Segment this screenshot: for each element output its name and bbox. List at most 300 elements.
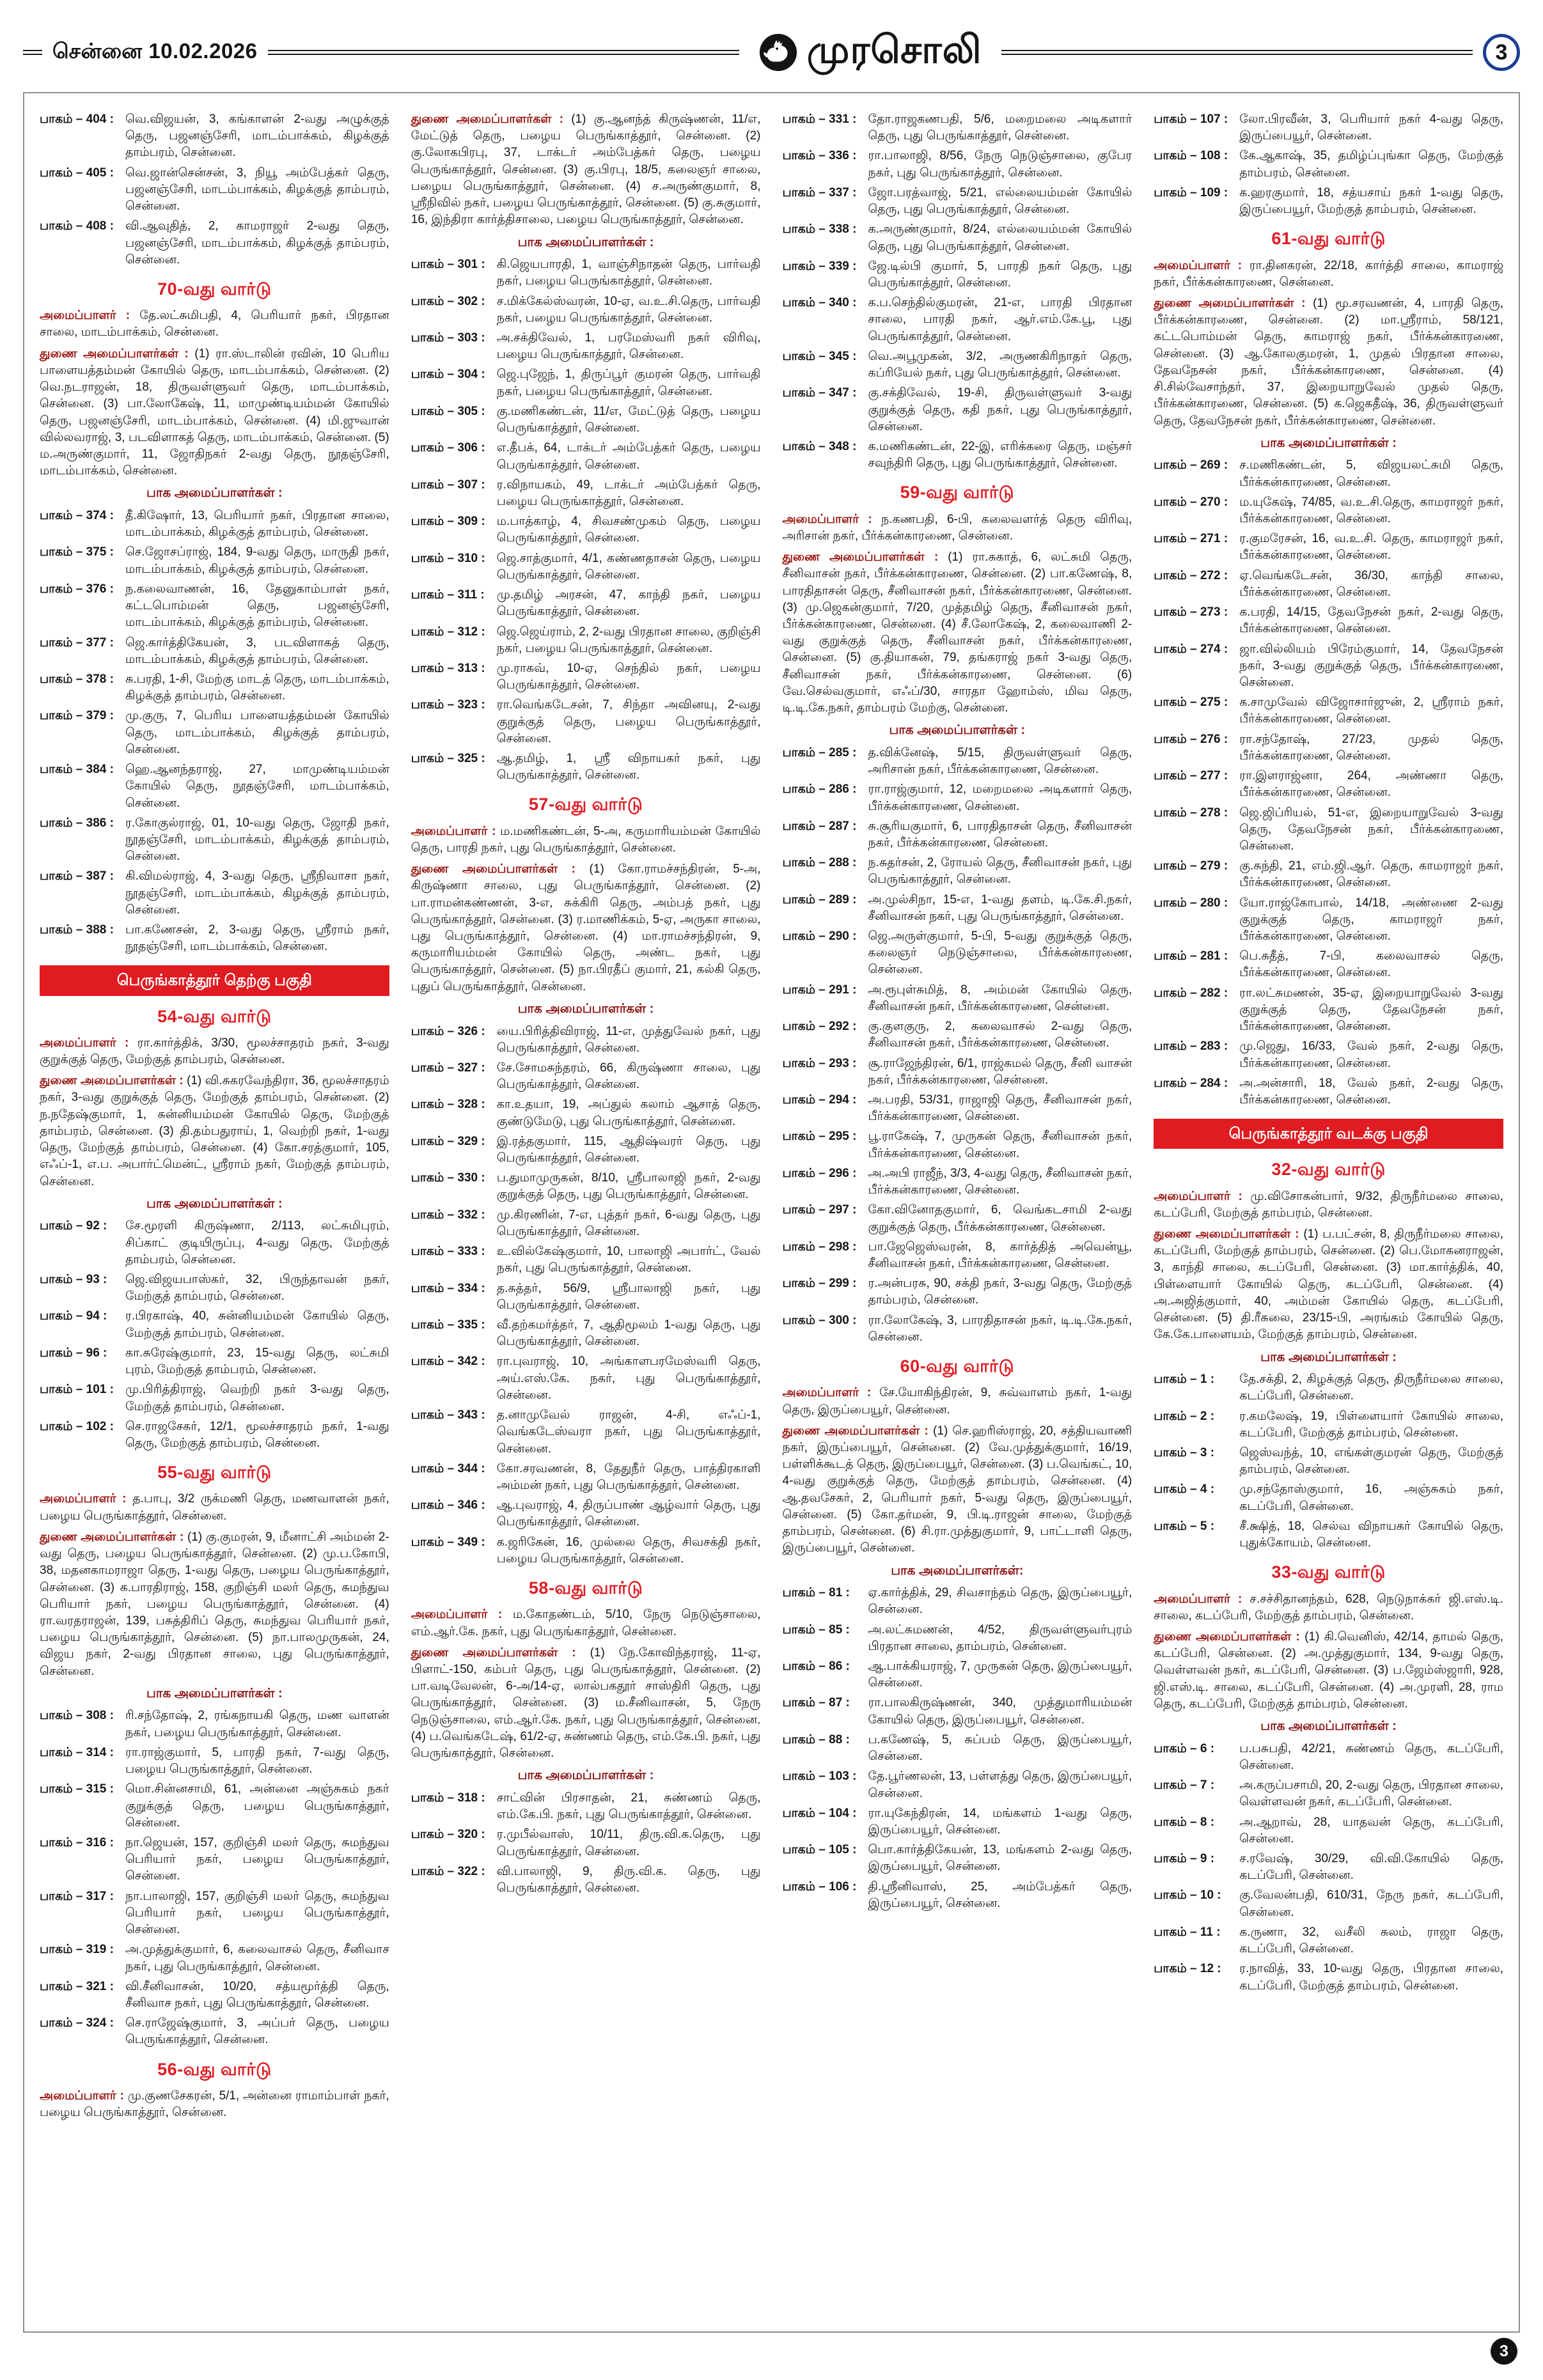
part-address-text: கு.சக்திவேல், 19-சி, திருவள்ளுவர் 3-வது குறுக்குத் தெரு, கதி நகர், புது பெருங்காத்தூர், சென்னை. [868, 386, 1132, 433]
part-entry [1154, 531, 1503, 564]
part-number-label: பாகம் – 273 : [1154, 605, 1228, 619]
part-entry [40, 1272, 389, 1305]
part-entry [411, 1790, 761, 1823]
role-label: துணை அமைப்பாளர்கள் : [411, 862, 590, 876]
part-entry [40, 1419, 389, 1452]
part-entry [411, 330, 761, 363]
role-paragraph: துணை அமைப்பாளர்கள் : (1) ரா.சுகாத், 6, லட்சுமி தெரு, சீனிவாசன் நகர், பீர்க்கன்காரணை, சென்னை. (2) பா.கணேஷ், 8, பாரதிதாசன் தெரு, சீனிவாசன் நகர், பீர்க்கன்காரணை, சென்னை. (3) மு.ஜெகன்குமார், 7/20, முத்தமிழ் தெரு, சீனிவாசன் நகர், பீர்க்கன்காரணை, சென்னை. (4) சீ.லோகேஷ், 2, கலைவாணி 2-வது குறுக்குத் தெரு, சீனிவாசன் நகர், பீர்க்கன்காரணை, சென்னை. (5) கு.தியாகன், 79, தங்கராஜ் நகர் 3-வது தெரு, சீனிவாசன் நகர், பீர்க்கன்காரணை, சென்னை. (6) வே.செல்வகுமார், எஃப்/30, சாரதா ஹோம்ஸ், மிவ தெரு, டி.டி.கே.நகர், தாம்பரம் மேற்கு, சென்னை. [782, 550, 1132, 715]
part-address-text: கோ.வினோதகுமார், 6, வெங்கடசாமி 2-வது குறுக்குத் தெரு, பீர்க்கன்காரணை, சென்னை. [868, 1203, 1132, 1234]
part-number-label: பாகம் – 318 : [411, 1791, 485, 1805]
part-entry [40, 111, 389, 162]
part-number-label: பாகம் – 346 : [411, 1498, 485, 1513]
role-label: அமைப்பாளர் : [40, 2088, 128, 2103]
part-entry [40, 218, 389, 268]
part-entry [40, 581, 389, 632]
part-number-label: பாகம் – 405 : [40, 166, 114, 180]
part-entry [411, 1826, 761, 1860]
role-label: துணை அமைப்பாளர்கள் : [40, 346, 195, 361]
part-number-label: பாகம் – 102 : [40, 1419, 114, 1433]
part-number-label: பாகம் – 298 : [782, 1240, 857, 1254]
part-address-text: ஜெ.ஜெய்ராம், 2, 2-வது பிரதான சாலை, குறிஞ்சி நகர், பழைய பெருங்காத்தூர், சென்னை. [496, 625, 761, 655]
part-entry [1154, 1741, 1503, 1774]
part-address-text: கு.சுந்தி, 21, எம்.ஜி.ஆர். தெரு, காமராஜர் நகர், பீர்க்கன்காரணை, சென்னை. [1239, 859, 1503, 890]
part-number-label: பாகம் – 404 : [40, 113, 114, 126]
part-number-label: பாகம் – 269 : [1154, 458, 1228, 472]
part-entry [1154, 768, 1503, 801]
section-label: பாக அமைப்பாளர்கள் : [1260, 1349, 1397, 1364]
part-entry [1154, 1518, 1503, 1552]
part-entry [40, 1979, 389, 2012]
part-entry [1154, 1961, 1503, 1994]
part-entry [783, 1202, 1132, 1235]
part-address-text: கா.சுரேஷ்குமார், 23, 15-வது தெரு, லட்சுமி புரம், மேற்குத் தாம்பரம், சென்னை. [125, 1346, 389, 1377]
part-address-text: ச.மணிகண்டன், 5, விஜயலட்சுமி தெரு, பீர்க்கன்காரணை, சென்னை. [1239, 458, 1503, 489]
part-entry [783, 1768, 1132, 1801]
role-label: துணை அமைப்பாளர்கள் : [411, 113, 572, 126]
part-address-text: செ.ஜோசப்ராஜ், 184, 9-வது தெரு, மாருதி நகர், மாடம்பாக்கம், கிழக்குத் தாம்பரம், சென்னை. [125, 545, 389, 576]
masthead [749, 27, 991, 77]
region-banner: பெருங்காத்தூர் தெற்கு பகுதி [40, 965, 389, 995]
part-address-text: சாட்வின் பிரசாதன், 21, சுண்ணம் தெரு, எம்.கே.பி. நகர், புது பெருங்காத்தூர், சென்னை. [496, 1791, 761, 1822]
part-number-label: பாகம் – 270 : [1154, 495, 1228, 509]
part-address-text: ஜெ.ஜிப்ரியல், 51-எ, இறையாறுவேல் 3-வது தெரு, தேவநேசன் நகர், பீர்க்கன்காரணை, சென்னை. [1239, 805, 1503, 853]
part-entry [40, 761, 389, 812]
part-address-text: தோ.ராஜகணபதி, 5/6, மறைமலை அடிகளார் தெரு, புது பெருங்காத்தூர், சென்னை. [868, 113, 1132, 143]
part-address-text: ரா.லட்சுமணன், 35-ஏ, இறையாறுவேல் 3-வது குறுக்குத் தெரு, தேவநேசன் நகர், பீர்க்கன்காரணை, சென்னை. [1239, 986, 1503, 1034]
part-number-label: பாகம் – 292 : [782, 1020, 857, 1034]
part-address-text: ரா.பாலாஜி, 8/56, நேரு நெடுஞ்சாலை, குபேர நகர், புது பெருங்காத்தூர், சென்னை. [868, 149, 1132, 180]
role-paragraph: அமைப்பாளர் : தே.லட்சுமிபதி, 4, பெரியார் நகர், பிரதான சாலை, மாடம்பாக்கம், சென்னை. [40, 309, 389, 339]
part-address-text: த.னாமுவேல் ராஜன், 4-சி, எஃப்-1, வெங்கடேஸ்வரா நகர், புது பெருங்காத்தூர், சென்னை. [496, 1408, 761, 1456]
ward-header: 33-வது வார்டு [1271, 1562, 1386, 1582]
part-entry [411, 477, 761, 510]
part-address-text: ஜா.வில்லியம் பிரேம்குமார், 14, தேவநேசன் நகர், 3-வது குறுக்குத் தெரு, பீர்க்கன்காரணை, சென்னை. [1239, 642, 1503, 689]
part-number-label: பாகம் – 299 : [782, 1277, 857, 1291]
part-number-label: பாகம் – 104 : [782, 1806, 857, 1820]
part-entry [411, 1407, 761, 1458]
part-number-label: பாகம் – 315 : [40, 1782, 114, 1796]
part-address-text: வி.பாலாஜி, 9, திரு.வி.க. தெரு, புது பெருங்காத்தூர், சென்னை. [496, 1864, 761, 1895]
part-address-text: அ.பரதி, 53/31, ராஜாஜி தெரு, சீனிவாசன் நகர், பீர்க்கன்காரணை, சென்னை. [868, 1093, 1132, 1124]
part-entry [783, 928, 1132, 979]
role-label: அமைப்பாளர் : [782, 512, 881, 526]
part-entry [40, 868, 389, 919]
part-number-label: பாகம் – 275 : [1154, 696, 1228, 710]
part-address-text: மு.ராகவ், 10-ஏ, செந்தில் நகர், பழைய பெருங்காத்தூர், சென்னை. [496, 661, 761, 692]
part-number-label: பாகம் – 87 : [782, 1696, 850, 1710]
part-entry [411, 587, 761, 620]
part-address-text: ரா.இளராஜ்னா, 264, அண்ணா தெரு, பீர்க்கன்காரணை, சென்னை. [1239, 769, 1503, 800]
role-label: துணை அமைப்பாளர்கள் : [782, 1424, 934, 1438]
part-number-label: பாகம் – 296 : [782, 1166, 857, 1180]
part-number-label: பாகம் – 386 : [40, 816, 114, 830]
part-number-label: பாகம் – 328 : [411, 1098, 485, 1112]
part-address-text: மு.குரு, 7, பெரிய பாளையத்தம்மன் கோயில் தெரு, மாடம்பாக்கம், கிழக்குத் தாம்பரம், சென்னை. [125, 709, 389, 756]
ward-header: 32-வது வார்டு [1271, 1160, 1386, 1179]
part-entry [40, 1745, 389, 1778]
part-entry [40, 2015, 389, 2048]
part-address-text: ஜே.டில்பி குமார், 5, பாரதி நகர் தெரு, புது பெருங்காத்தூர், சென்னை. [868, 259, 1132, 290]
role-paragraph: அமைப்பாளர் : ரா.கார்த்திக், 3/30, மூலச்சாதரம் நகர், 3-வது குறுக்குத் தெரு, மேற்குத் தாம்பரம், சென்னை. [40, 1036, 389, 1067]
part-entry [411, 440, 761, 473]
part-number-label: பாகம் – 337 : [782, 185, 857, 199]
part-entry [40, 815, 389, 866]
part-number-label: பாகம் – 282 : [1154, 986, 1228, 1000]
part-entry [411, 751, 761, 784]
part-address-text: கே.ஆகாஷ், 35, தமிழ்ப்புங்கா தெரு, மேற்குத் தாம்பரம், சென்னை. [1239, 149, 1503, 180]
part-number-label: பாகம் – 2 : [1154, 1409, 1215, 1423]
part-number-label: பாகம் – 305 : [411, 404, 485, 418]
part-number-label: பாகம் – 316 : [40, 1836, 114, 1850]
part-address-text: ர.அன்பரசு, 90, சக்தி நகர், 3-வது தெரு, மேற்குத் தாம்பரம், சென்னை. [868, 1277, 1132, 1307]
part-entry [411, 1243, 761, 1277]
part-entry [411, 550, 761, 584]
part-number-label: பாகம் – 12 : [1154, 1962, 1221, 1976]
part-address-text: அ.அபி ராஜீந், 3/3, 4-வது தெரு, சீனிவாசன் நகர், பீர்க்கன்காரணை, சென்னை. [868, 1166, 1132, 1197]
part-entry [783, 111, 1132, 144]
part-entry [40, 635, 389, 668]
part-address-text: வி.ஆவுதித், 2, காமராஜர் 2-வது தெரு, பஜனஞ்சேரி, மாடம்பாக்கம், கிழக்குத் தாம்பரம், சென்னை. [125, 219, 389, 267]
role-label: அமைப்பாளர் : [411, 824, 501, 838]
part-entry [1154, 568, 1503, 601]
ward-header: 61-வது வார்டு [1271, 229, 1386, 249]
part-entry [411, 1023, 761, 1057]
part-address-text: பொ.கார்த்திகேயன், 13, மங்களம் 2-வது தெரு, இருப்பையூர், சென்னை. [868, 1843, 1132, 1874]
part-entry [411, 1133, 761, 1167]
ward-header: 70-வது வார்டு [157, 279, 272, 299]
part-address-text: ரா.லோகேஷ், 3, பாரதிதாசன் நகர், டி.டி.கே.நகர், சென்னை. [868, 1313, 1132, 1344]
role-label: துணை அமைப்பாளர்கள் : [1154, 297, 1313, 310]
part-address-text: அ.சக்திவேல், 1, பரமேஸ்வரி நகர் விரிவு, பழைய பெருங்காத்தூர், சென்னை. [496, 331, 761, 362]
part-number-label: பாகம் – 376 : [40, 582, 114, 596]
part-number-label: பாகம் – 340 : [782, 296, 857, 310]
part-number-label: பாகம் – 339 : [782, 259, 857, 273]
part-number-label: பாகம் – 314 : [40, 1745, 114, 1759]
part-entry [40, 1941, 389, 1975]
column-4 [1154, 111, 1503, 2314]
part-address-text: அ.முத்துக்குமார், 6, கலைவாசல் தெரு, சீனிவாச நகர், புது பெருங்காத்தூர், சென்னை. [125, 1943, 389, 1973]
part-number-label: பாகம் – 290 : [782, 929, 857, 944]
part-entry [783, 1842, 1132, 1875]
part-entry [783, 855, 1132, 888]
part-number-label: பாகம் – 8 : [1154, 1815, 1215, 1829]
part-entry [411, 624, 761, 657]
part-entry [40, 544, 389, 577]
column-2 [411, 111, 761, 2314]
part-address-text: மொ.சின்னசாமி, 61, அன்னை அஞ்சுகம் நகர் குறுக்குத் தெரு, பழைய பெருங்காத்தூர், சென்னை. [125, 1782, 389, 1830]
part-address-text: ந.கலைவாணன், 16, தேனுகாம்பாள் நகர், கட்டபொம்மன் தெரு, பஜனஞ்சேரி, மாடம்பாக்கம், கிழக்குத் தாம்பரம், சென்னை. [125, 582, 389, 630]
part-number-label: பாகம் – 279 : [1154, 859, 1228, 873]
part-address-text: த.சுத்தர், 56/9, ஸ்ரீபாலாஜி நகர், புது பெருங்காத்தூர், சென்னை. [496, 1281, 761, 1312]
part-entry [1154, 185, 1503, 218]
part-entry [411, 1461, 761, 1494]
role-label: அமைப்பாளர் : [40, 309, 140, 323]
page-number-bottom: 3 [1491, 2338, 1517, 2365]
part-address-text: கு.மணிகண்டன், 11/எ, மேட்டுத் தெரு, பழைய பெருங்காத்தூர், சென்னை. [496, 404, 761, 435]
part-entry [783, 295, 1132, 345]
part-entry [40, 1218, 389, 1268]
masthead-row [23, 19, 1520, 86]
content-frame [23, 92, 1520, 2333]
part-address-text: வெ.அபூமுகன், 3/2, அருணகிரிநாதர் தெரு, கப்ரியேல் நகர், புது பெருங்காத்தூர், சென்னை. [868, 349, 1132, 380]
role-label: துணை அமைப்பாளர்கள் : [1154, 1227, 1304, 1241]
section-label: பாக அமைப்பாளர்கள் : [517, 1001, 654, 1016]
role-paragraph: துணை அமைப்பாளர்கள் : (1) நே.கோவிந்தராஜ், 11-ஏ, பிளாட்-150, கம்பர் தெரு, புது பெருங்காத்தூர், சென்னை. (2) பா.வடிவேலன், 6-அ/14-ஏ, லால்பகதூர் சாஸ்திரி தெரு, புது பெருங்காத்தூர், சென்னை. (3) ம.சீனிவாசன், 5, நேரு நெடுஞ்சாலை, எம்.ஆர்.கே. நகர், புது பெருங்காத்தூர், சென்னை. (4) ப.வெங்கடேஷ், 61/2-ஏ, சுண்ணம் தெரு, எம்.கே.பி. நகர், புது பெருங்காத்தூர், சென்னை. [411, 1645, 761, 1761]
part-number-label: பாகம் – 349 : [411, 1535, 485, 1549]
part-number-label: பாகம் – 280 : [1154, 896, 1228, 910]
part-address-text: வெ.ஜான்சென்சன், 3, நியூ அம்பேத்கர் தெரு, பஜனஞ்சேரி, மாடம்பாக்கம், கிழக்குத் தாம்பரம், சென்னை. [125, 166, 389, 214]
part-entry [40, 1308, 389, 1341]
part-number-label: பாகம் – 3 : [1154, 1446, 1215, 1460]
part-number-label: பாகம் – 105 : [782, 1843, 857, 1857]
part-number-label: பாகம் – 309 : [411, 515, 485, 529]
part-address-text: ஆ.புவராஜ், 4, திருப்பாண் ஆழ்வார் தெரு, புது பெருங்காத்தூர், சென்னை. [496, 1498, 761, 1529]
part-entry [411, 1353, 761, 1404]
part-entry [1154, 457, 1503, 490]
part-address-text: தி.ஸ்ரீனிவாஸ், 25, அம்பேத்கர் தெரு, இருப்பையூர், சென்னை. [868, 1879, 1132, 1910]
part-entry [783, 781, 1132, 814]
part-number-label: பாகம் – 288 : [782, 856, 857, 870]
part-address-text: க.ஜரிகேன், 16, முல்லை தெரு, சிவசக்தி நகர், பழைய பெருங்காத்தூர், சென்னை. [496, 1535, 761, 1566]
part-number-label: பாகம் – 4 : [1154, 1482, 1215, 1497]
part-address-text: அ.கருப்பசாமி, 20, 2-வது தெரு, பிரதான சாலை, வெள்ளவன் நகர், கடப்பேரி, சென்னை. [1239, 1778, 1503, 1809]
part-entry [1154, 948, 1503, 981]
part-address-text: ந.சுதர்சன், 2, ரோயல் தெரு, சீனிவாசன் நகர், புது பெருங்காத்தூர், சென்னை. [868, 856, 1132, 887]
part-address-text: ர.குமரேசன், 16, வ.உ.சி. தெரு, காமராஜர் நகர், பீர்க்கன்காரணை, சென்னை. [1239, 532, 1503, 563]
part-number-label: பாகம் – 317 : [40, 1889, 114, 1903]
part-entry [40, 922, 389, 955]
part-number-label: பாகம் – 1 : [1154, 1373, 1215, 1387]
ward-header: 58-வது வார்டு [528, 1578, 643, 1598]
part-number-label: பாகம் – 326 : [411, 1024, 485, 1038]
ward-header: 60-வது வார்டு [900, 1357, 1015, 1376]
part-address-text: பா.கணேசன், 2, 3-வது தெரு, ஸ்ரீராம் நகர், நூதஞ்சேரி, மாடம்பாக்கம், சென்னை. [125, 923, 389, 954]
rooster-logo-icon [758, 33, 798, 72]
part-address-text: யோ.ராஜ்கோபால், 14/18, அண்ணை 2-வது குறுக்குத் தெரு, காமராஜர் நகர், பீர்க்கன்காரணை, சென்னை. [1239, 896, 1503, 944]
part-number-label: பாகம் – 324 : [40, 2016, 114, 2030]
role-paragraph: துணை அமைப்பாளர்கள் : (1) கு.ஆனந்த் கிருஷ்ணன், 11/எ, மேட்டுத் தெரு, பழைய பெருங்காத்தூர், சென்னை. (2) கு.லோகபிரபு, 37, டாக்டர் அம்பேத்கர் தெரு, பழைய பெருங்காத்தூர், சென்னை. (3) கு.பிரபு, 18/5, கலைஞர் சாலை, பழைய பெருங்காத்தூர், சென்னை. (4) ச.அருண்குமார், 8, ஸ்ரீநிவில் நகர், பழைய பெருங்காத்தூர், சென்னை. (5) கு.சுகுமார், 16, இந்திரா கார்த்திசாலை, பழைய பெருங்காத்தூர், சென்னை. [411, 113, 761, 227]
part-number-label: பாகம் – 92 : [40, 1219, 107, 1233]
page-number-top: 3 [1483, 34, 1520, 71]
part-number-label: பாகம் – 10 : [1154, 1888, 1221, 1902]
part-address-text: பா.ஜேஜெஸ்வரன், 8, கார்த்தித் அவென்யூ, சீனிவாசன் நகர், பீர்க்கன்காரணை, சென்னை. [868, 1240, 1132, 1270]
role-label: அமைப்பாளர் : [40, 1492, 133, 1506]
part-entry [783, 1805, 1132, 1839]
part-number-label: பாகம் – 103 : [782, 1769, 857, 1784]
part-number-label: பாகம் – 293 : [782, 1056, 857, 1070]
part-number-label: பாகம் – 304 : [411, 368, 485, 382]
part-address-text: தே.பூர்ணலன், 13, பள்ளத்து தெரு, இருப்பையூர், சென்னை. [868, 1769, 1132, 1800]
part-number-label: பாகம் – 9 : [1154, 1852, 1215, 1866]
part-number-label: பாகம் – 81 : [782, 1586, 850, 1600]
part-address-text: சு.சூரியகுமார், 6, பாரதிதாசன் தெரு, சீனிவாசன் நகர், பீர்க்கன்காரணை, சென்னை. [868, 819, 1132, 850]
role-paragraph: துணை அமைப்பாளர்கள் : (1) செ.ஹரிஸ்ராஜ், 20, சத்தியவாணி நகர், இருப்பையூர், சென்னை. (2) வே.முத்துக்குமார், 16/19, பள்ளிக்கூடத் தெரு, இருப்பையூர், சென்னை. (3) ப.வெங்கட், 10, 4-வது குறுக்குத் தெரு, மேற்குத் தாம்பரம், சென்னை. (4) ஆ.தவசேகர், 2, பெரியார் நகர், 5-வது தெரு, இருப்பையூர், சென்னை. (5) கோ.தர்மன், 9, பி.டி.ராஜன் சாலை, மேற்குத் தாம்பரம், சென்னை. (6) சி.ரா.முத்துகுமார், 9, பாட்டாளி தெரு, இருப்பையூர், சென்னை. [782, 1424, 1132, 1555]
part-number-label: பாகம் – 7 : [1154, 1778, 1215, 1793]
role-label: அமைப்பாளர் : [411, 1608, 513, 1622]
part-entry [1154, 731, 1503, 765]
part-entry [40, 508, 389, 541]
part-address-text: க.ப.செந்தில்குமரன், 21-எ, பாரதி பிரதான சாலை, பாரதி நகர், ஆர்.எம்.கே.பூ, புது பெருங்காத்தூர், சென்னை. [868, 296, 1132, 343]
part-entry [411, 1060, 761, 1093]
role-label: அமைப்பாளர் : [1154, 1592, 1250, 1606]
part-address-text: ரா.சந்தோஷ், 27/23, முதல் தெரு, பீர்க்கன்காரணை, சென்னை. [1239, 732, 1503, 763]
part-entry [783, 1622, 1132, 1655]
part-address-text: ர.முபீல்வாஸ், 10/11, திரு.வி.க.தெரு, புது பெருங்காத்தூர், சென்னை. [496, 1828, 761, 1858]
part-address-text: க.அருண்குமார், 8/24, எல்லையம்மன் கோயில் தெரு, புது பெருங்காத்தூர், சென்னை. [868, 222, 1132, 253]
role-paragraph: துணை அமைப்பாளர்கள் : (1) கி.வெனிஸ், 42/14, தாமல் தெரு, கடப்பேரி, சென்னை. (2) அ.முத்துகுமார், 134, 9-வது தெரு, வெள்ளவன் நகர், கடப்பேரி, சென்னை. (3) ப.ஜேம்ஸ்ஜாரி, 928, ஜி.எஸ்.டி. சாலை, கடப்பேரி, சென்னை. (4) அ.முரளி, 28, ராம தெரு, கடப்பேரி, மேற்குத் தாம்பரம், சென்னை. [1154, 1630, 1503, 1711]
part-address-text: த.விக்னேஷ், 5/15, திருவள்ளுவர் தெரு, அரிசான் நகர், பீர்க்கன்காரணை, சென்னை. [868, 745, 1132, 777]
part-number-label: பாகம் – 319 : [40, 1943, 114, 1957]
part-number-label: பாகம் – 289 : [782, 892, 857, 906]
part-number-label: பாகம் – 286 : [782, 782, 857, 797]
part-entry [783, 1658, 1132, 1692]
part-address-text: க.பரதி, 14/15, தேவநேசன் நகர், 2-வது தெரு, பீர்க்கன்காரணை, சென்னை. [1239, 605, 1503, 636]
part-number-label: பாகம் – 300 : [782, 1313, 857, 1327]
part-number-label: பாகம் – 307 : [411, 478, 485, 492]
part-address-text: ர.கோகுல்ராஜ், 01, 10-வது தெரு, ஜோதி நகர், நூதஞ்சேரி, மாடம்பாக்கம், கிழக்குத் தாம்பரம், சென்னை. [125, 816, 389, 864]
part-number-label: பாகம் – 374 : [40, 509, 114, 522]
part-number-label: பாகம் – 278 : [1154, 805, 1228, 820]
part-address-text: எ.தீபக், 64, டாக்டர் அம்பேத்கர் தெரு, பழைய பெருங்காத்தூர், சென்னை. [496, 441, 761, 472]
part-address-text: ஜெ.அருள்குமார், 5-பி, 5-வது குறுக்குத் தெரு, கலைஞர் நெடுஞ்சாலை, பீர்க்கன்காரணை, சென்னை. [868, 929, 1132, 977]
part-entry [40, 708, 389, 758]
part-number-label: பாகம் – 277 : [1154, 769, 1228, 783]
part-number-label: பாகம் – 343 : [411, 1408, 485, 1422]
part-entry [411, 256, 761, 290]
part-address-text: செ.ராஜேஷ்குமார், 3, அப்பர் தெரு, பழைய பெருங்காத்தூர், சென்னை. [125, 2016, 389, 2047]
part-number-label: பாகம் – 348 : [782, 439, 857, 453]
part-entry [1154, 1814, 1503, 1847]
part-address-text: மு.தமிழ் அரசன், 47, காந்தி நகர், பழைய பெருங்காத்தூர், சென்னை. [496, 588, 761, 619]
part-number-label: பாகம் – 276 : [1154, 732, 1228, 746]
part-number-label: பாகம் – 344 : [411, 1461, 485, 1475]
role-label: அமைப்பாளர் : [1154, 258, 1249, 272]
part-address-text: சீ.க்ஷித், 18, செல்வ விநாயகர் கோயில் தெரு, புதுக்கோயம், சென்னை. [1239, 1519, 1503, 1550]
part-entry [1154, 604, 1503, 637]
part-address-text: வெ.விஜயன், 3, கங்காளன் 2-வது அழுக்குத் தெரு, பஜனஞ்சேரி, மாடம்பாக்கம், கிழக்குத் தாம்பரம், சென்னை. [125, 113, 389, 160]
part-number-label: பாகம் – 107 : [1154, 113, 1228, 126]
part-address-text: ஏ.கார்த்திக், 29, சிவசாந்தம் தெரு, இருப்பையூர், சென்னை. [868, 1586, 1132, 1617]
role-label: துணை அமைப்பாளர்கள் : [411, 1645, 590, 1660]
part-entry [411, 1317, 761, 1350]
part-number-label: பாகம் – 379 : [40, 709, 114, 723]
part-entry [1154, 1851, 1503, 1884]
part-entry [783, 185, 1132, 218]
part-number-label: பாகம் – 310 : [411, 551, 485, 565]
part-address-text: லோ.பிரவீன், 3, பெரியார் நகர் 4-வது தெரு, இருப்பையூர், சென்னை. [1239, 113, 1503, 143]
part-address-text: ம.யுகேஷ், 74/85, வ.உ.சி.தெரு, காமராஜர் நகர், பீர்க்கன்காரணை, சென்னை. [1239, 495, 1503, 525]
part-entry [1154, 1075, 1503, 1108]
part-entry [1154, 1408, 1503, 1442]
part-number-label: பாகம் – 325 : [411, 752, 485, 766]
part-number-label: பாகம் – 335 : [411, 1318, 485, 1332]
part-address-text: மு.கிரணின், 7-எ, புத்தர் நகர், 6-வது தெரு, புது பெருங்காத்தூர், சென்னை. [496, 1208, 761, 1238]
part-entry [40, 165, 389, 215]
part-entry [411, 697, 761, 747]
part-address-text: அ.முல்சிநா, 15-எ, 1-வது தளம், டி.கே.சி.நகர், சீனிவாசன் நகர், புது பெருங்காத்தூர், சென்னை. [868, 892, 1132, 923]
part-entry [1154, 985, 1503, 1036]
role-label: துணை அமைப்பாளர்கள் : [40, 1530, 187, 1544]
part-address-text: கா.உதயா, 19, அப்துல் கலாம் ஆசாத் தெரு, குண்டுமேடு, புது பெருங்காத்தூர், சென்னை. [496, 1098, 761, 1128]
part-number-label: பாகம் – 323 : [411, 698, 485, 712]
part-entry [1154, 148, 1503, 181]
section-label: பாக அமைப்பாளர்கள்: [891, 1563, 1024, 1578]
role-paragraph: அமைப்பாளர் : ம.கோதண்டம், 5/10, நேரு நெடுஞ்சாலை, எம்.ஆர்.கே. நகர், புது பெருங்காத்தூர், சென்னை. [411, 1608, 761, 1638]
part-number-label: பாகம் – 101 : [40, 1383, 114, 1397]
part-number-label: பாகம் – 281 : [1154, 949, 1228, 963]
part-number-label: பாகம் – 287 : [782, 819, 857, 833]
part-address-text: ரா.ராஜ்குமார், 12, மறைமலை அடிகளார் தெரு, பீர்க்கன்காரணை, சென்னை. [868, 782, 1132, 813]
role-label: அமைப்பாளர் : [1154, 1189, 1251, 1203]
part-address-text: ரா.பாலகிருஷ்ணன், 340, முத்துமாரியம்மன் கோயில் தெரு, இருப்பையூர், சென்னை. [868, 1696, 1132, 1727]
part-address-text: ர.விநாயகம், 49, டாக்டர் அம்பேத்கர் தெரு, பழைய பெருங்காத்தூர், சென்னை. [496, 478, 761, 508]
part-address-text: மு.ஜெது, 16/33, வேல் நகர், 2-வது தெரு, பீர்க்கன்காரணை, சென்னை. [1239, 1039, 1503, 1070]
part-address-text: ஜோ.பரத்வாஜ், 5/21, எல்லையம்மன் கோயில் தெரு, புது பெருங்காத்தூர், சென்னை. [868, 185, 1132, 217]
part-entry [411, 1207, 761, 1240]
part-entry [1154, 1445, 1503, 1478]
part-entry [40, 1345, 389, 1378]
part-number-label: பாகம் – 284 : [1154, 1076, 1228, 1090]
part-number-label: பாகம் – 302 : [411, 294, 485, 308]
part-address-text: கி.ஜெயபாரதி, 1, வாஞ்சிநாதன் தெரு, பார்வதி நகர், பழைய பெருங்காத்தூர், சென்னை. [496, 258, 761, 288]
part-number-label: பாகம் – 11 : [1154, 1925, 1221, 1939]
part-number-label: பாகம் – 306 : [411, 441, 485, 455]
part-entry [783, 1092, 1132, 1125]
part-entry [783, 148, 1132, 181]
part-entry [40, 1381, 389, 1415]
section-label: பாக அமைப்பாளர்கள் : [146, 1686, 283, 1700]
part-entry [783, 1055, 1132, 1089]
part-entry [411, 403, 761, 437]
part-number-label: பாகம் – 336 : [782, 149, 857, 163]
part-address-text: ஜெஸ்வந்த், 10, எங்கள்குமரன் தெரு, மேற்குத் தாம்பரம், சென்னை. [1239, 1446, 1503, 1477]
part-number-label: பாகம் – 332 : [411, 1208, 485, 1222]
part-entry [40, 1835, 389, 1885]
part-address-text: க.ஹரகுமார், 18, சத்யசாய் நகர் 1-வது தெரு, இருப்பையூர், மேற்குத் தாம்பரம், சென்னை. [1239, 185, 1503, 217]
part-entry [411, 293, 761, 327]
part-number-label: பாகம் – 274 : [1154, 642, 1228, 656]
part-number-label: பாகம் – 93 : [40, 1273, 107, 1287]
section-label: பாக அமைப்பாளர்கள் : [146, 486, 283, 501]
part-entry [1154, 1038, 1503, 1071]
part-address-text: ஆ.பாக்கியராஜ், 7, முருகன் தெரு, இருப்பையூர், சென்னை. [868, 1659, 1132, 1690]
part-entry [1154, 805, 1503, 855]
ward-header: 57-வது வார்டு [528, 795, 643, 814]
part-number-label: பாகம் – 5 : [1154, 1519, 1215, 1533]
part-entry [783, 818, 1132, 852]
ward-header: 59-வது வார்டு [900, 483, 1015, 502]
part-entry [411, 1170, 761, 1203]
part-number-label: பாகம் – 109 : [1154, 185, 1228, 199]
part-address-text: ரா.புவராஜ், 10, அங்காளபரமேஸ்வரி தெரு, அய்.எஸ்.கே. நகர், புது பெருங்காத்தூர், சென்னை. [496, 1355, 761, 1402]
part-address-text: ம.பாத்காழ், 4, சிவசண்முகம் தெரு, பழைய பெருங்காத்தூர், சென்னை. [496, 515, 761, 545]
part-number-label: பாகம் – 375 : [40, 545, 114, 559]
part-entry [783, 221, 1132, 254]
part-address-text: ஜெ.விஜயபாஸ்கர், 32, பிருந்தாவன் நகர், மேற்குத் தாம்பரம், சென்னை. [125, 1273, 389, 1303]
part-entry [40, 1888, 389, 1939]
part-address-text: க.சாமுவேல் விஜோசார்ஜுன், 2, ஸ்ரீராம் நகர், பீர்க்கன்காரணை, சென்னை. [1239, 696, 1503, 726]
part-number-label: பாகம் – 322 : [411, 1864, 485, 1878]
part-entry [783, 1585, 1132, 1618]
role-paragraph: அமைப்பாளர் : ம.மணிகண்டன், 5-அ, கருமாரியம்மன் கோயில் தெரு, பாரதி நகர், புது பெருங்காத்தூர், சென்னை. [411, 824, 761, 855]
part-entry [783, 745, 1132, 778]
masthead-title: முரசொலி [806, 28, 982, 71]
section-label: பாக அமைப்பாளர்கள் : [889, 723, 1026, 738]
part-number-label: பாகம் – 387 : [40, 869, 114, 883]
part-number-label: பாகம் – 327 : [411, 1061, 485, 1075]
part-number-label: பாகம் – 330 : [411, 1171, 485, 1185]
part-entry [783, 258, 1132, 292]
